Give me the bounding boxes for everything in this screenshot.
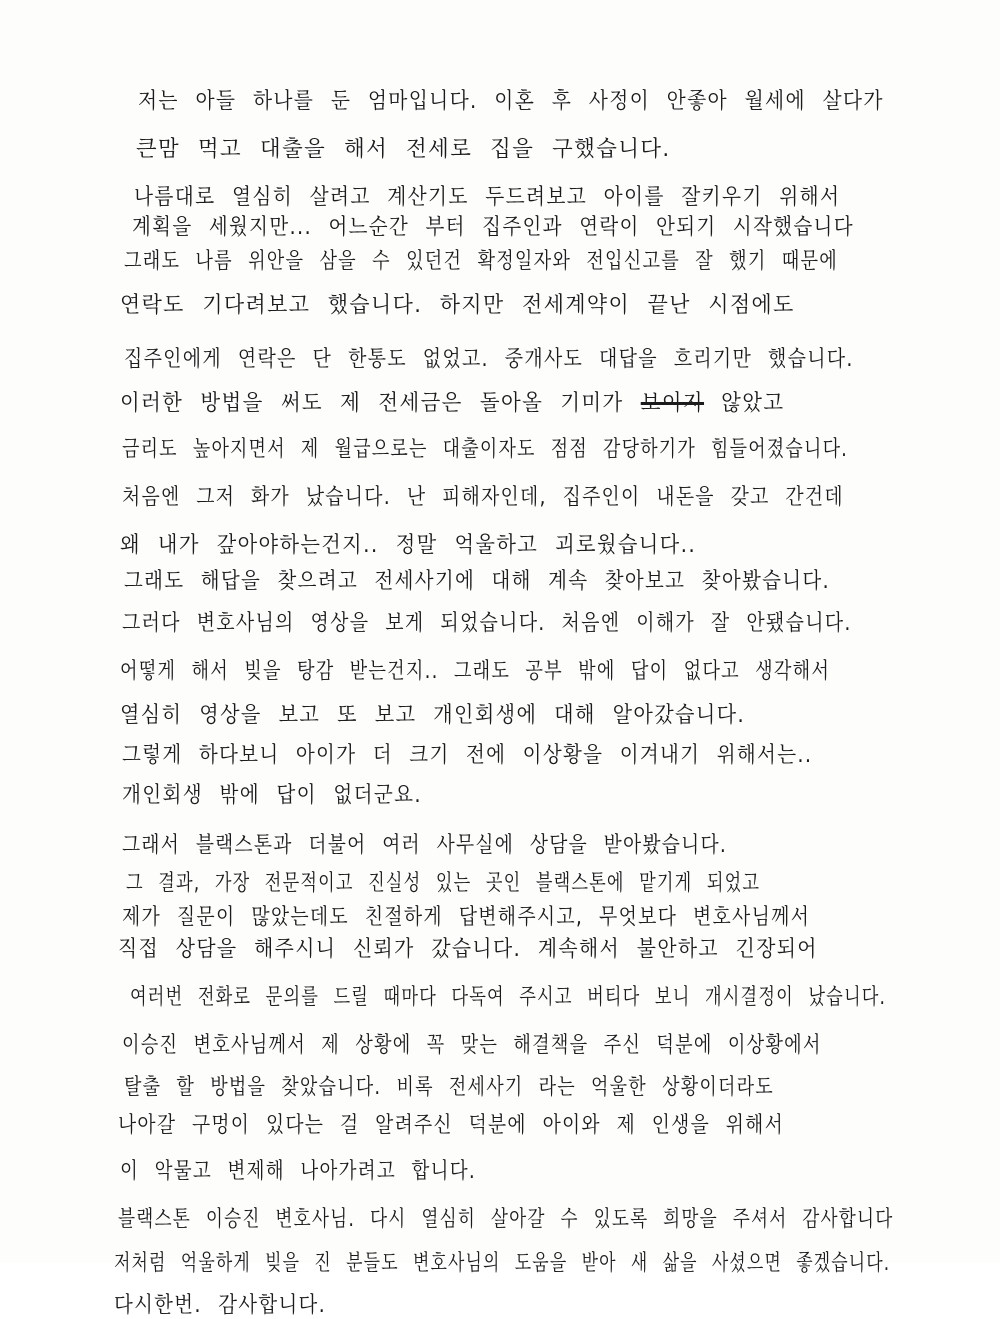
letter-line-15: 열심히 영상을 보고 또 보고 개인회생에 대해 알아갔습니다. [120, 703, 746, 728]
letter-line-13: 그러다 변호사님의 영상을 보게 되었습니다. 처음엔 이해가 잘 안됐습니다. [122, 611, 852, 636]
letter-line-9: 금리도 높아지면서 제 월급으로는 대출이자도 점점 감당하기가 힘들어졌습니다. [122, 437, 849, 462]
letter-line-8-start: 이러한 방법을 써도 제 전세금은 돌아올 기미가 [120, 391, 641, 416]
letter-line-8-end: 않았고 [704, 391, 785, 416]
letter-line-18: 그래서 블랙스톤과 더불어 여러 사무실에 상담을 받아봤습니다. [122, 833, 728, 858]
letter-line-25: 나아갈 구멍이 있다는 걸 알려주신 덕분에 아이와 제 인생을 위해서 [118, 1113, 784, 1138]
letter-line-3: 나름대로 열심히 살려고 계산기도 두드려보고 아이를 잘키우기 위해서 [134, 185, 841, 210]
letter-line-6: 연락도 기다려보고 했습니다. 하지만 전세계약이 끝난 시점에도 [120, 293, 795, 318]
letter-line-29: 다시한번. 감사합니다. [114, 1293, 327, 1318]
letter-line-17: 개인회생 밖에 답이 없더군요. [122, 783, 422, 808]
crossed-out-word: 보이지 [640, 391, 705, 416]
letter-line-7: 집주인에게 연락은 단 한통도 없었고. 중개사도 대답을 흐리기만 했습니다. [124, 347, 854, 372]
letter-line-1: 저는 아들 하나를 둔 엄마입니다. 이혼 후 사정이 안좋아 월세에 살다가 [138, 89, 884, 114]
letter-line-16: 그렇게 하다보니 아이가 더 크기 전에 이상황을 이겨내기 위해서는.. [122, 743, 813, 768]
letter-line-24: 탈출 할 방법을 찾았습니다. 비록 전세사기 라는 억울한 상황이더라도 [124, 1075, 774, 1100]
letter-line-22: 여러번 전화로 문의를 드릴 때마다 다독여 주시고 버티다 보니 개시결정이 났습니다. [130, 985, 887, 1010]
letter-line-27: 블랙스톤 이승진 변호사님. 다시 열심히 살아갈 수 있도록 희망을 주셔서 감사합니다 [118, 1207, 894, 1232]
letter-line-19: 그 결과, 가장 전문적이고 진실성 있는 곳인 블랙스톤에 맡기게 되었고 [126, 871, 761, 896]
letter-line-8 [120, 386, 784, 417]
letter-line-23: 이승진 변호사님께서 제 상황에 꼭 맞는 해결책을 주신 덕분에 이상황에서 [122, 1033, 822, 1058]
letter-line-12: 그래도 해답을 찾으려고 전세사기에 대해 계속 찾아보고 찾아봤습니다. [124, 569, 831, 594]
letter-line-14: 어떻게 해서 빚을 탕감 받는건지.. 그래도 공부 밖에 답이 없다고 생각해서 [120, 659, 831, 684]
letter-line-20: 제가 질문이 많았는데도 친절하게 답변해주시고, 무엇보다 변호사님께서 [122, 905, 811, 930]
letter-line-21: 직접 상담을 해주시니 신뢰가 갔습니다. 계속해서 불안하고 긴장되어 [118, 937, 818, 962]
letter-line-10: 처음엔 그저 화가 났습니다. 난 피해자인데, 집주인이 내돈을 갖고 간건데 [122, 485, 844, 510]
letter-line-11: 왜 내가 갚아야하는건지.. 정말 억울하고 괴로웠습니다.. [120, 533, 697, 558]
letter-line-28: 저처럼 억울하게 빚을 진 분들도 변호사님의 도움을 받아 새 삶을 사셨으면 좋겠습니다. [114, 1251, 891, 1276]
letter-line-4: 계획을 세웠지만... 어느순간 부터 집주인과 연락이 안되기 시작했습니다 [132, 215, 854, 240]
letter-line-2: 큰맘 먹고 대출을 해서 전세로 집을 구했습니다. [136, 137, 671, 162]
letter-line-26: 이 악물고 변제해 나아가려고 합니다. [120, 1159, 476, 1184]
letter-line-5: 그래도 나름 위안을 삼을 수 있던건 확정일자와 전입신고를 잘 했기 때문에 [124, 249, 838, 274]
